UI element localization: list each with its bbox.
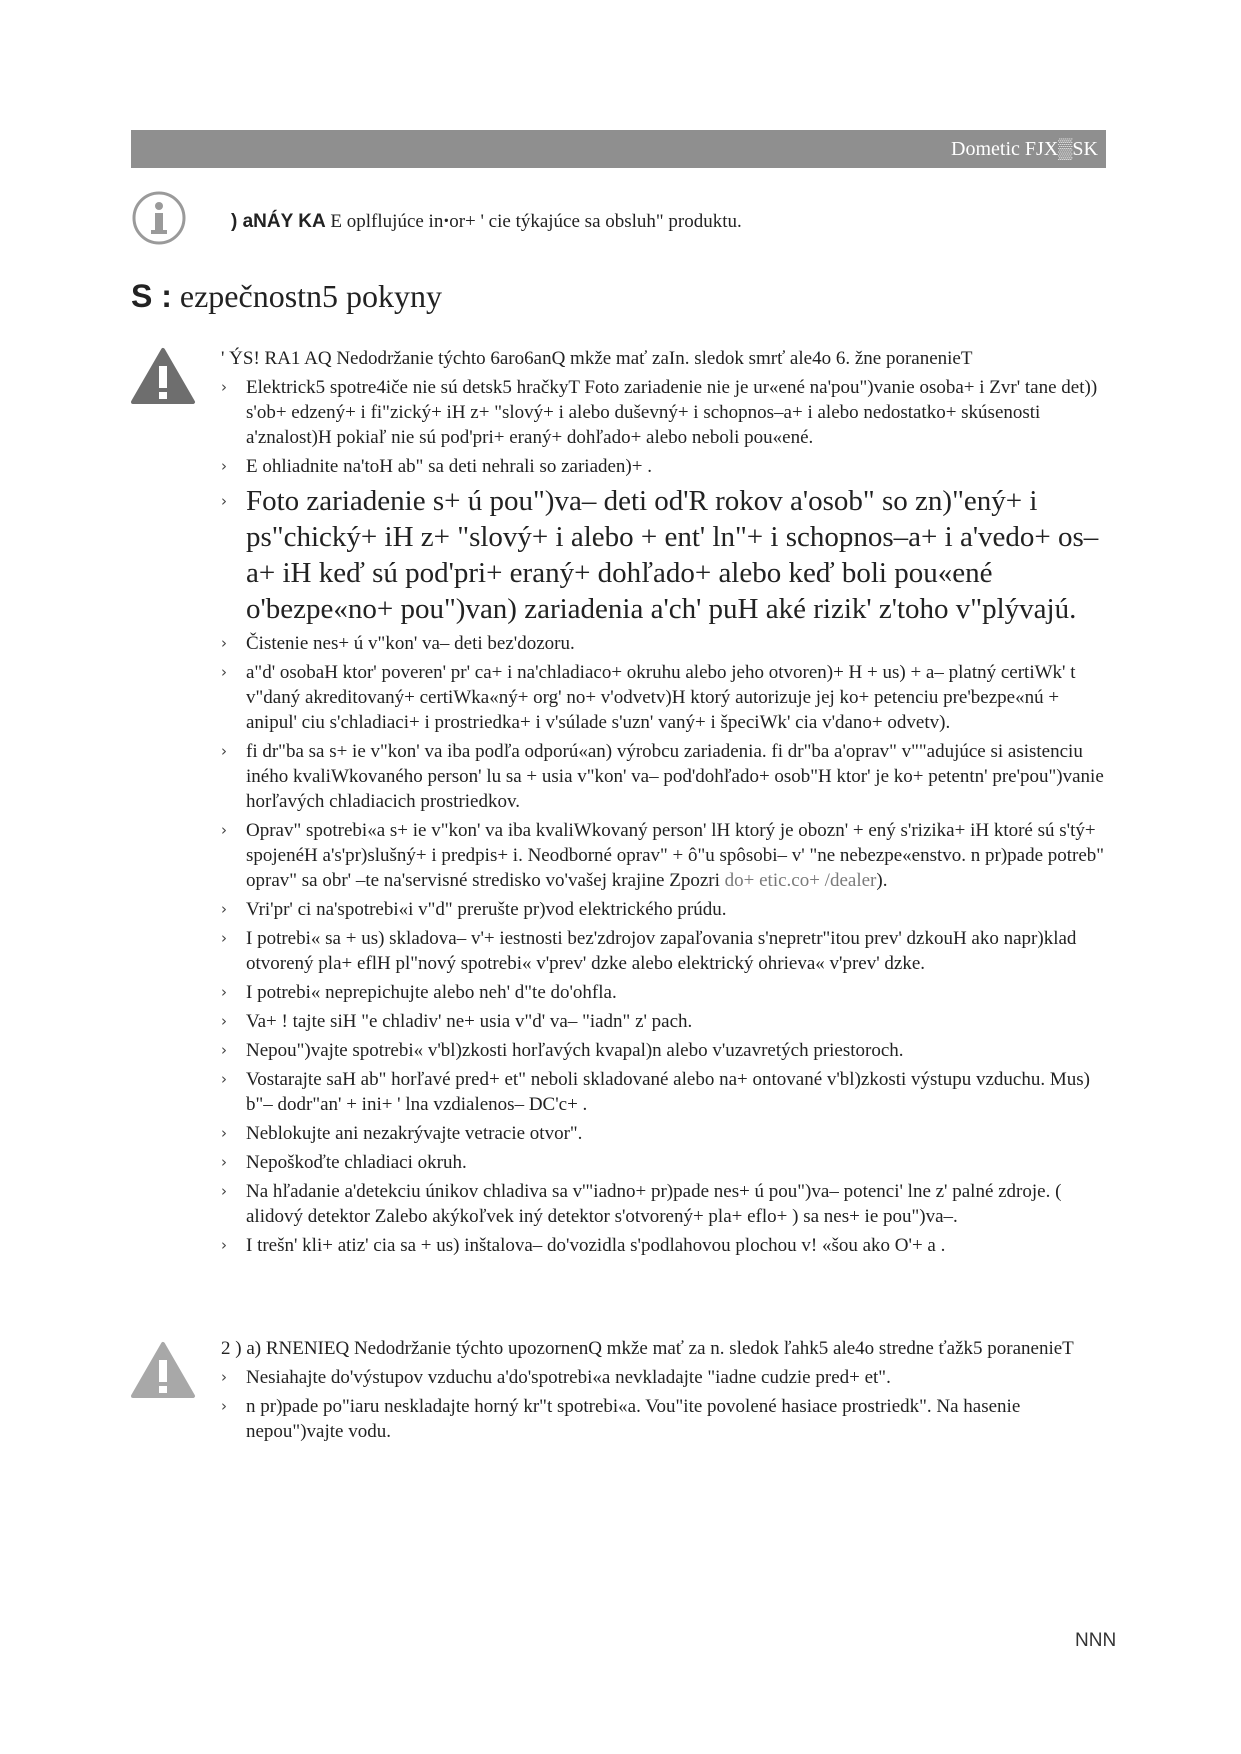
section-title-text: ezpečnostn5 pokyny bbox=[179, 278, 443, 314]
note-label: ) aNÁY KA bbox=[231, 211, 326, 232]
page-number: NNN bbox=[1075, 1630, 1117, 1651]
bullet-icon: › bbox=[221, 1041, 227, 1059]
list-item: › Vri'pr' ci na'spotrebi«i v"d" prerušte pr)vod elektrického prúdu. bbox=[221, 899, 727, 920]
bullet-icon: › bbox=[221, 1012, 227, 1030]
caution-heading: 2 ) a) RNENIEQ Nedodržanie týchto upozornenQ mkže mať za n. sledok ľahk5 ale4o stredne ťažk5 poranenieT bbox=[221, 1338, 1074, 1359]
list-item: › Na hľadanie a'detekciu únikov chladiva sa v'"iadno+ pr)pade nes+ ú pou")va– potenci' lne z' palné zdroje. ( alidový detektor Zalebo akýkoľvek iný detektor s'otvorený+ pla+ eflo+ ) sa nes+ ie pou")va–. bbox=[221, 1181, 1062, 1227]
bullet-icon: › bbox=[221, 983, 227, 1001]
caution-list bbox=[221, 1365, 1111, 1444]
caution-triangle-icon bbox=[129, 1340, 197, 1400]
bullet-icon: › bbox=[221, 1153, 227, 1171]
bullet-icon: › bbox=[221, 1182, 227, 1200]
bullet-icon: › bbox=[221, 1236, 227, 1254]
list-item: › Elektrick5 spotre4iče nie sú detsk5 hračkyT Foto zariadenie nie je ur«ené na'pou")vanie osoba+ i Zvr' tane det)) s'ob+ edzený+ i fi"zický+ iH z+ "slový+ i alebo duševný+ i schopnos–a+ i alebo nedostatko+ skúsenosti a'znalost)H pokiaľ nie sú pod'pri+ eraný+ dohľado+ alebo neboli pou«ené. bbox=[221, 377, 1098, 448]
list-item: › I potrebi« sa + us) skladova– v'+ iestnosti bez'zdrojov zapaľovania s'nepretr"itou prev' dzkouH ako napr)klad otvorený pla+ eflH pl"nový spotrebi« v'prev' dzke alebo elektrický ohrieva« v'prev' dzke. bbox=[221, 928, 1077, 974]
list-item: › Nepou")vajte spotrebi« v'bl)zkosti horľavých kvapal)n alebo v'uzavretých priestoroch. bbox=[221, 1040, 904, 1061]
list-item: › Čistenie nes+ ú v"kon' va– deti bez'dozoru. bbox=[221, 633, 575, 654]
list-item: › Oprav" spotrebi«a s+ ie v"kon' va iba kvaliWkovaný person' lH ktorý je obozn' + ený s'rizika+ iH ktoré sú s'tý+ spojenéH a's'pr)slušný+ i predpis+ i. Neodborné oprav" + ô"u spôsobi– v' "ne nebezpe«enstvo. n pr)pade potreb" oprav" sa obr' –te na'servisné stredisko vo'vašej krajine Zpozri do+ etic.co+ /dealer). bbox=[221, 820, 1105, 891]
dealer-link[interactable]: do+ etic.co+ /dealer bbox=[724, 870, 877, 891]
bullet-icon: › bbox=[221, 1368, 227, 1386]
bullet-icon: › bbox=[221, 1397, 227, 1415]
note-text: E oplflujúce inꞏor+ ' cie týkajúce sa obsluh" produktu. bbox=[330, 211, 742, 232]
list-item: › Foto zariadenie s+ ú pou")va– deti od'R rokov a'osob" so zn)"ený+ i ps"chický+ iH z+ "slový+ i alebo + ent' ln"+ i schopnos–a+ i a'vedo+ os–a+ iH keď sú pod'pri+ eraný+ dohľado+ alebo keď boli pou«ené o'bezpe«no+ pou")van) zariadenia a'ch' puH aké rizik' z'toho v"plývajú. bbox=[221, 485, 1099, 625]
bullet-icon: › bbox=[221, 492, 227, 510]
bullet-icon: › bbox=[221, 742, 227, 760]
bullet-icon: › bbox=[221, 1070, 227, 1088]
section-number: S : bbox=[131, 278, 172, 314]
note bbox=[231, 207, 742, 233]
list-item: › E ohliadnite na'toH ab" sa deti nehrali so zariaden)+ . bbox=[221, 456, 652, 477]
list-item: › Nepoškoďte chladiaci okruh. bbox=[221, 1152, 467, 1173]
warning-triangle-icon bbox=[129, 346, 197, 406]
list-item: › fi dr"ba sa s+ ie v"kon' va iba podľa odporú«an) výrobcu zariadenia. fi dr"ba a'oprav" v""adujúce si asistenciu iného kvaliWkovaného person' lu sa + usia v"kon' va– pod'dohľado+ osob"H ktor' je ko+ petentn' pre'pou")vanie horľavých chladiacich prostriedkov. bbox=[221, 741, 1104, 812]
bullet-icon: › bbox=[221, 900, 227, 918]
info-icon bbox=[131, 190, 187, 246]
section-title bbox=[131, 278, 442, 315]
list-item: › a"d' osobaH ktor' poveren' pr' ca+ i na'chladiaco+ okruhu alebo jeho otvoren)+ H + us) + a– platný certiWk' t v"daný akreditovaný+ certiWka«ný+ org' no+ v'odvetv)H ktorý autorizuje jej ko+ petenciu pre'bezpe«nú + anipul' ciu s'chladiaci+ i prostriedka+ i v'súlade s'uzn' vaný+ i špeciWk' cia v'dano+ odvetv). bbox=[221, 662, 1076, 733]
header-bar bbox=[131, 130, 1106, 168]
list-item: › Va+ ! tajte siH "e chladiv' ne+ usia v"d' va– "iadn" z' pach. bbox=[221, 1011, 693, 1032]
bullet-icon: › bbox=[221, 663, 227, 681]
warning-block bbox=[221, 346, 1111, 1262]
list-item: › Vostarajte saH ab" horľavé pred+ et" neboli skladované alebo na+ ontované v'bl)zkosti výstupu vzduchu. Mus) b"– dodr"an' + ini+ ' lna vzdialenos– DC'c+ . bbox=[221, 1069, 1090, 1115]
caution-block bbox=[221, 1336, 1111, 1448]
list-item: › I trešn' kli+ atiz' cia sa + us) inštalova– do'vozidla s'podlahovou plochou v! «šou ako O'+ a . bbox=[221, 1235, 946, 1256]
list-item: › Nesiahajte do'výstupov vzduchu a'do'spotrebi«a nevkladajte "iadne cudzie pred+ et". bbox=[221, 1367, 891, 1388]
warning-list bbox=[221, 375, 1111, 1258]
bullet-icon: › bbox=[221, 634, 227, 652]
list-item: › I potrebi« neprepichujte alebo neh' d"te do'ohfla. bbox=[221, 982, 617, 1003]
list-item: › Neblokujte ani nezakrývajte vetracie otvor". bbox=[221, 1123, 583, 1144]
list-item: › n pr)pade po"iaru neskladajte horný kr"t spotrebi«a. Vou"ite povolené hasiace prostriedk". Na hasenie nepou")vajte vodu. bbox=[221, 1396, 1021, 1442]
bullet-icon: › bbox=[221, 821, 227, 839]
header-title: Dometic FJX▒SK bbox=[951, 137, 1098, 160]
bullet-icon: › bbox=[221, 378, 227, 396]
warning-heading: ' ÝS! RA1 AQ Nedodržanie týchto 6aro6anQ mkže mať zaIn. sledok smrť ale4o 6. žne poranenieT bbox=[221, 348, 973, 369]
bullet-icon: › bbox=[221, 1124, 227, 1142]
bullet-icon: › bbox=[221, 929, 227, 947]
bullet-icon: › bbox=[221, 457, 227, 475]
